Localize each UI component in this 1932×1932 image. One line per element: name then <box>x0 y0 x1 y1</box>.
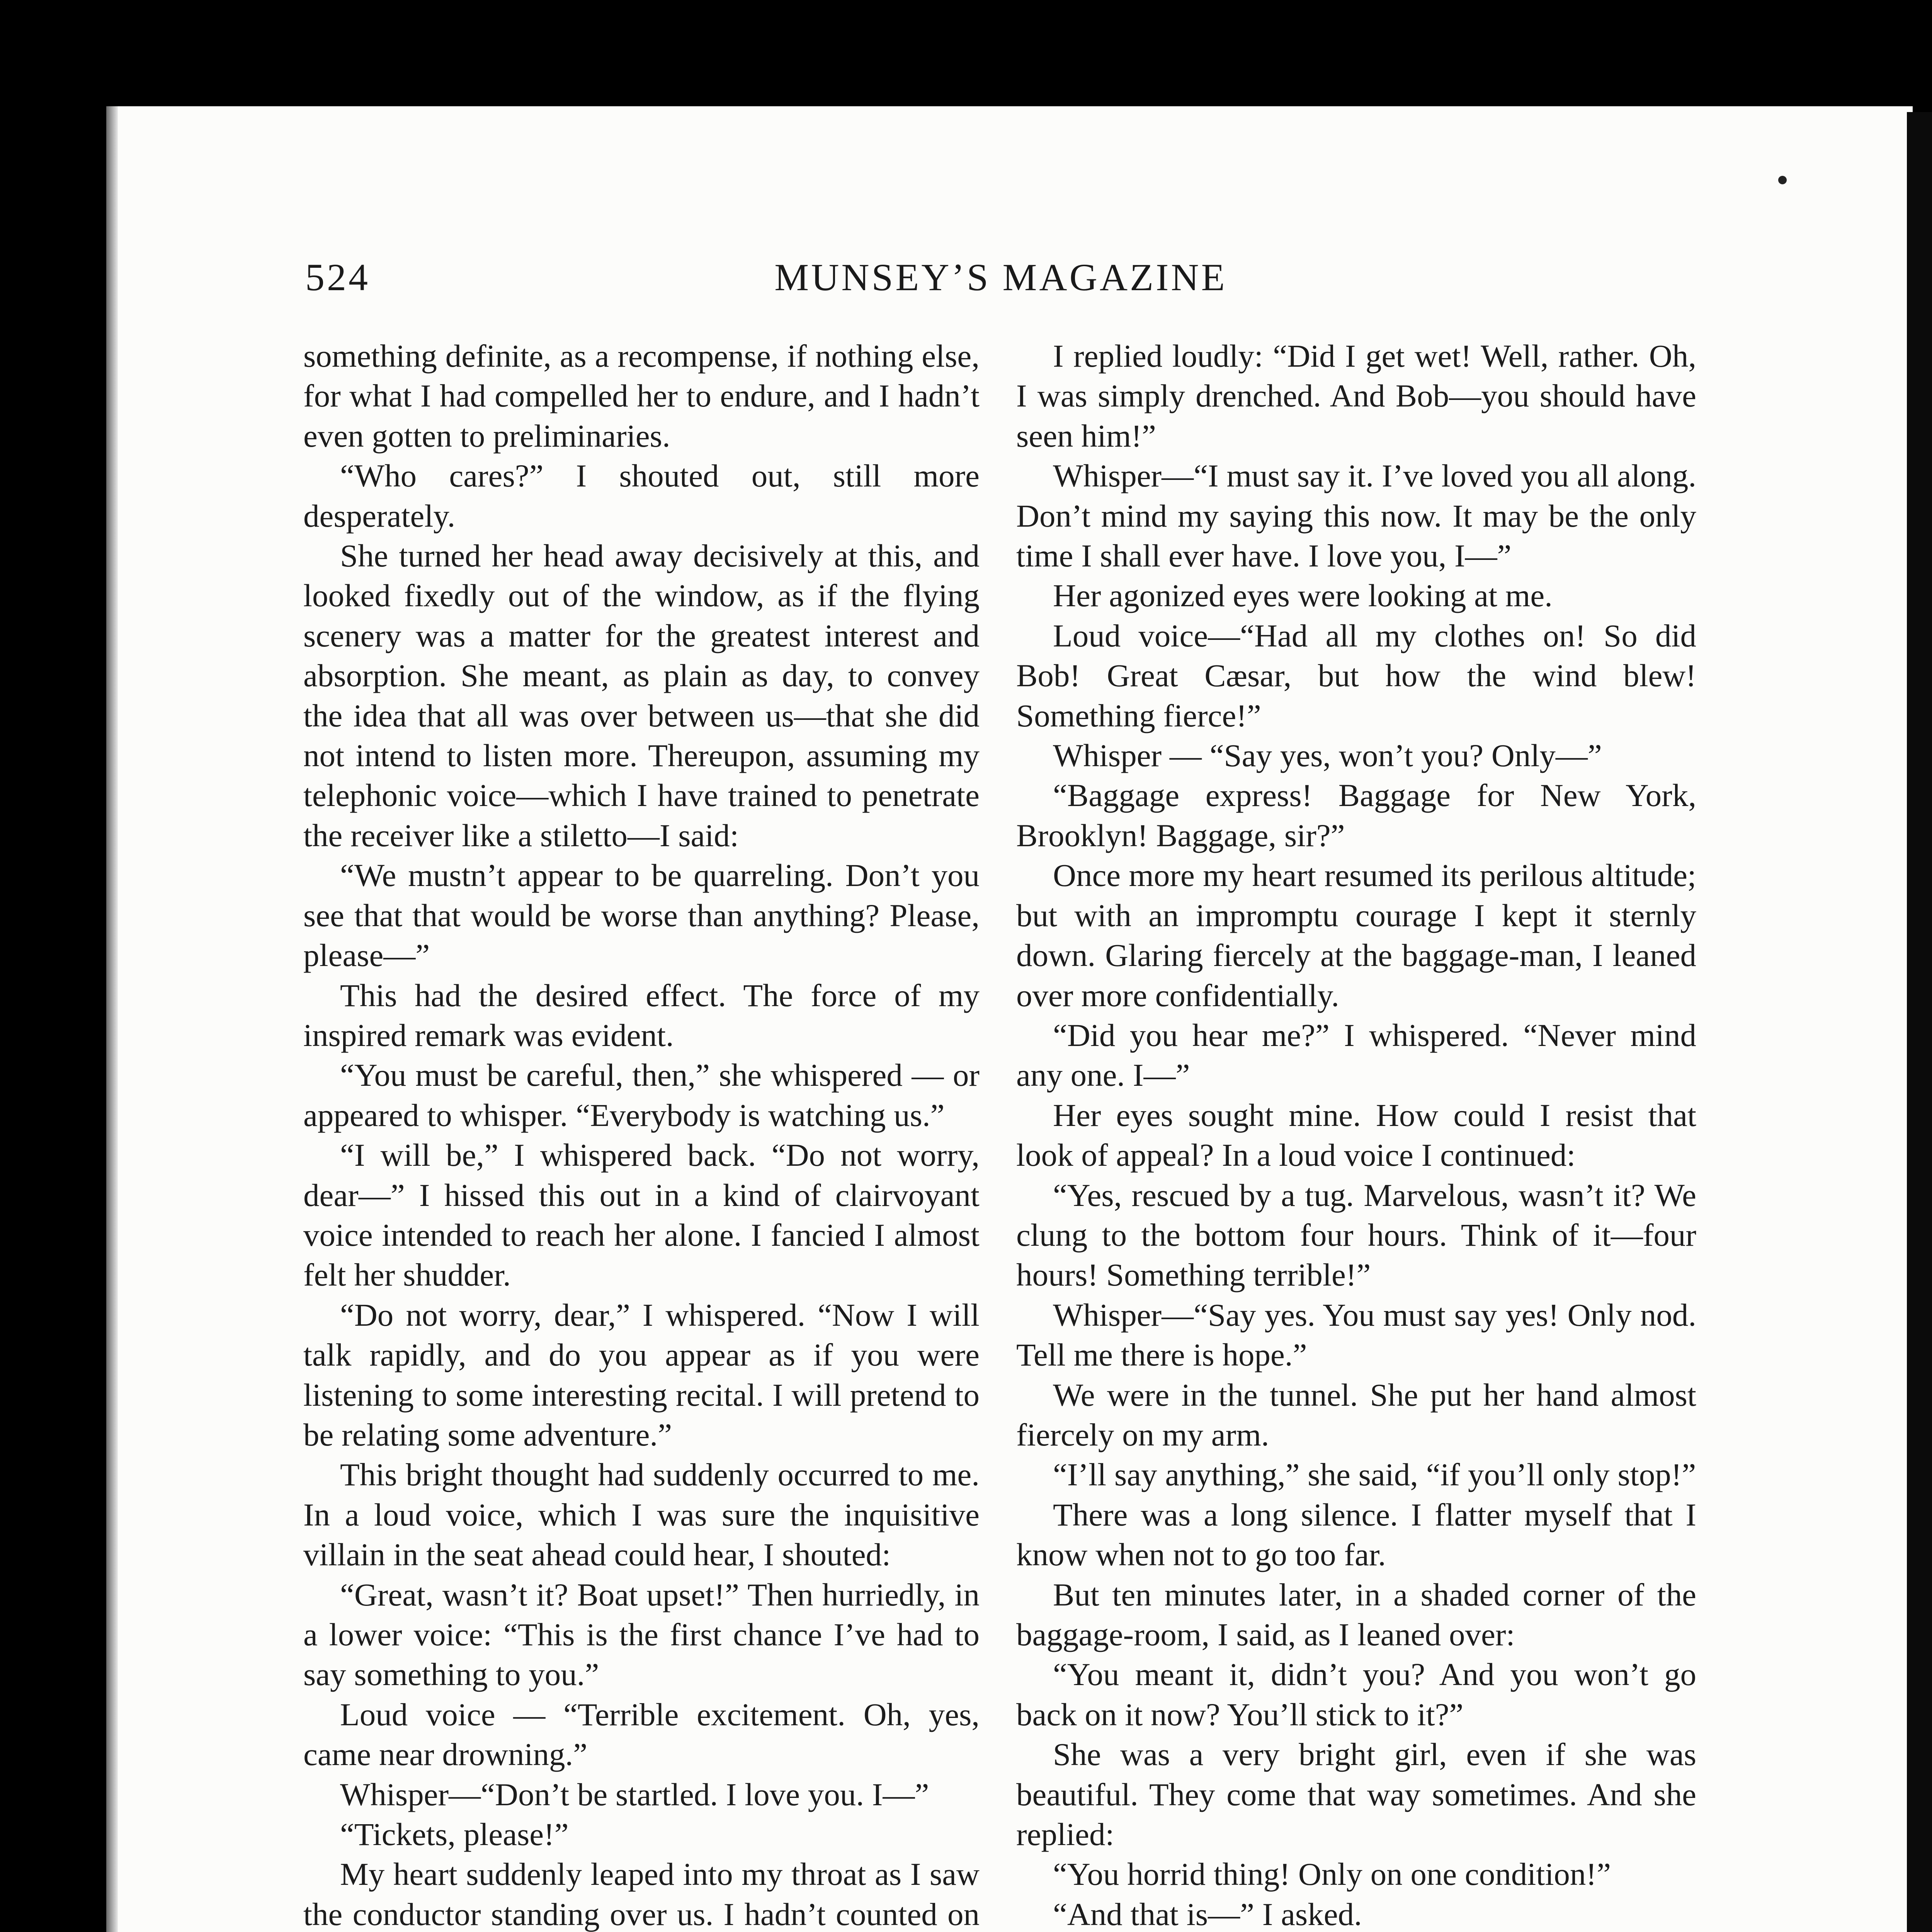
paragraph: Once more my heart resumed its perilous altitude; but with an impromptu courage I kept it sternly down. Glaring fiercely at the baggage-man, I leaned over more confidentially. <box>1016 857 1696 1013</box>
paragraph: She was a very bright girl, even if she was beautiful. They come that way sometimes. And she replied: <box>1016 1736 1696 1852</box>
magazine-title: MUNSEY’S MAGAZINE <box>774 256 1227 299</box>
page-binding-edge <box>106 106 118 1932</box>
paragraph: Loud voice — “Terrible excitement. Oh, yes, came near drowning.” <box>303 1696 980 1772</box>
paragraph: “We mustn’t appear to be quarreling. Don’t you see that that would be worse than anything? Please, please—” <box>303 857 980 973</box>
paragraph: Whisper—“I must say it. I’ve loved you all along. Don’t mind my saying this now. It may be the only time I shall ever have. I love you, I—” <box>1016 458 1696 574</box>
paragraph: “You must be careful, then,” she whispered — or appeared to whisper. “Everybody is watching us.” <box>303 1057 980 1133</box>
paragraph: I replied loudly: “Did I get wet! Well, rather. Oh, I was simply drenched. And Bob—you should have seen him!” <box>1016 338 1696 454</box>
paragraph: Loud voice—“Had all my clothes on! So did Bob! Great Cæsar, but how the wind blew! Something fierce!” <box>1016 617 1696 733</box>
paragraph: “Yes, rescued by a tug. Marvelous, wasn’t it? We clung to the bottom four hours. Think of it—four hours! Something terrible!” <box>1016 1177 1696 1293</box>
paragraph: “You horrid thing! Only on one condition!” <box>1053 1856 1611 1892</box>
running-header <box>305 255 1696 309</box>
paragraph: This bright thought had suddenly occurred to me. In a loud voice, which I was sure the inquisitive villain in the seat ahead could hear, I shouted: <box>303 1457 980 1573</box>
paragraph: “And that is—” I asked. <box>1053 1896 1362 1932</box>
paragraph: “I’ll say anything,” she said, “if you’ll only stop!” <box>1053 1457 1696 1493</box>
paragraph: Whisper—“Say yes. You must say yes! Only nod. Tell me there is hope.” <box>1016 1297 1696 1373</box>
paragraph: “Who cares?” I shouted out, still more desperately. <box>303 458 980 534</box>
paragraph: We were in the tunnel. She put her hand almost fiercely on my arm. <box>1016 1377 1696 1452</box>
paragraph: Her eyes sought mine. How could I resist that look of appeal? In a loud voice I continued: <box>1016 1097 1696 1173</box>
paragraph: “I will be,” I whispered back. “Do not worry, dear—” I hissed this out in a kind of clairvoyant voice intended to reach her alone. I fancied I almost felt her shudder. <box>303 1137 980 1293</box>
paragraph: This had the desired effect. The force of my inspired remark was evident. <box>303 977 980 1053</box>
facing-page-edge <box>1907 112 1932 1932</box>
paragraph: “Tickets, please!” <box>340 1816 569 1852</box>
paragraph: Whisper—“Don’t be startled. I love you. I—” <box>340 1776 929 1812</box>
paragraph: “Baggage express! Baggage for New York, Brooklyn! Baggage, sir?” <box>1016 777 1696 853</box>
paragraph: She turned her head away decisively at this, and looked fixedly out of the window, as if the flying scenery was a matter for the greatest interest and absorption. She meant, as plain as day, to convey the idea that all was over between us—that she did not intend to listen more. Thereupon, assuming my telephonic voice—which I have trained to penetrate the receiver like a stiletto—I said: <box>303 538 980 853</box>
paragraph: But ten minutes later, in a shaded corner of the baggage-room, I said, as I leaned over: <box>1016 1577 1696 1652</box>
paragraph: “Great, wasn’t it? Boat upset!” Then hurriedly, in a lower voice: “This is the first chance I’ve had to say something to you.” <box>303 1577 980 1692</box>
ink-speck <box>1778 176 1787 184</box>
paragraph: “Did you hear me?” I whispered. “Never mind any one. I—” <box>1016 1017 1696 1093</box>
page-number: 524 <box>305 256 370 299</box>
paragraph: There was a long silence. I flatter myself that I know when not to go too far. <box>1016 1497 1696 1573</box>
left-column <box>303 336 980 1932</box>
right-column <box>1016 336 1696 1932</box>
paragraph: “Do not worry, dear,” I whispered. “Now I will talk rapidly, and do you appear as if you were listening to some interesting recital. I will pretend to be relating some adventure.” <box>303 1297 980 1452</box>
paragraph: Her agonized eyes were looking at me. <box>1053 578 1553 614</box>
paragraph: “You meant it, didn’t you? And you won’t go back on it now? You’ll stick to it?” <box>1016 1656 1696 1732</box>
paragraph: Whisper — “Say yes, won’t you? Only—” <box>1053 738 1602 774</box>
paragraph: My heart suddenly leaped into my throat as I saw the conductor standing over us. I hadn’t counted on <box>303 1856 980 1932</box>
paragraph: something definite, as a recompense, if nothing else, for what I had compelled her to endure, and I hadn’t even gotten to preliminaries. <box>303 338 980 454</box>
